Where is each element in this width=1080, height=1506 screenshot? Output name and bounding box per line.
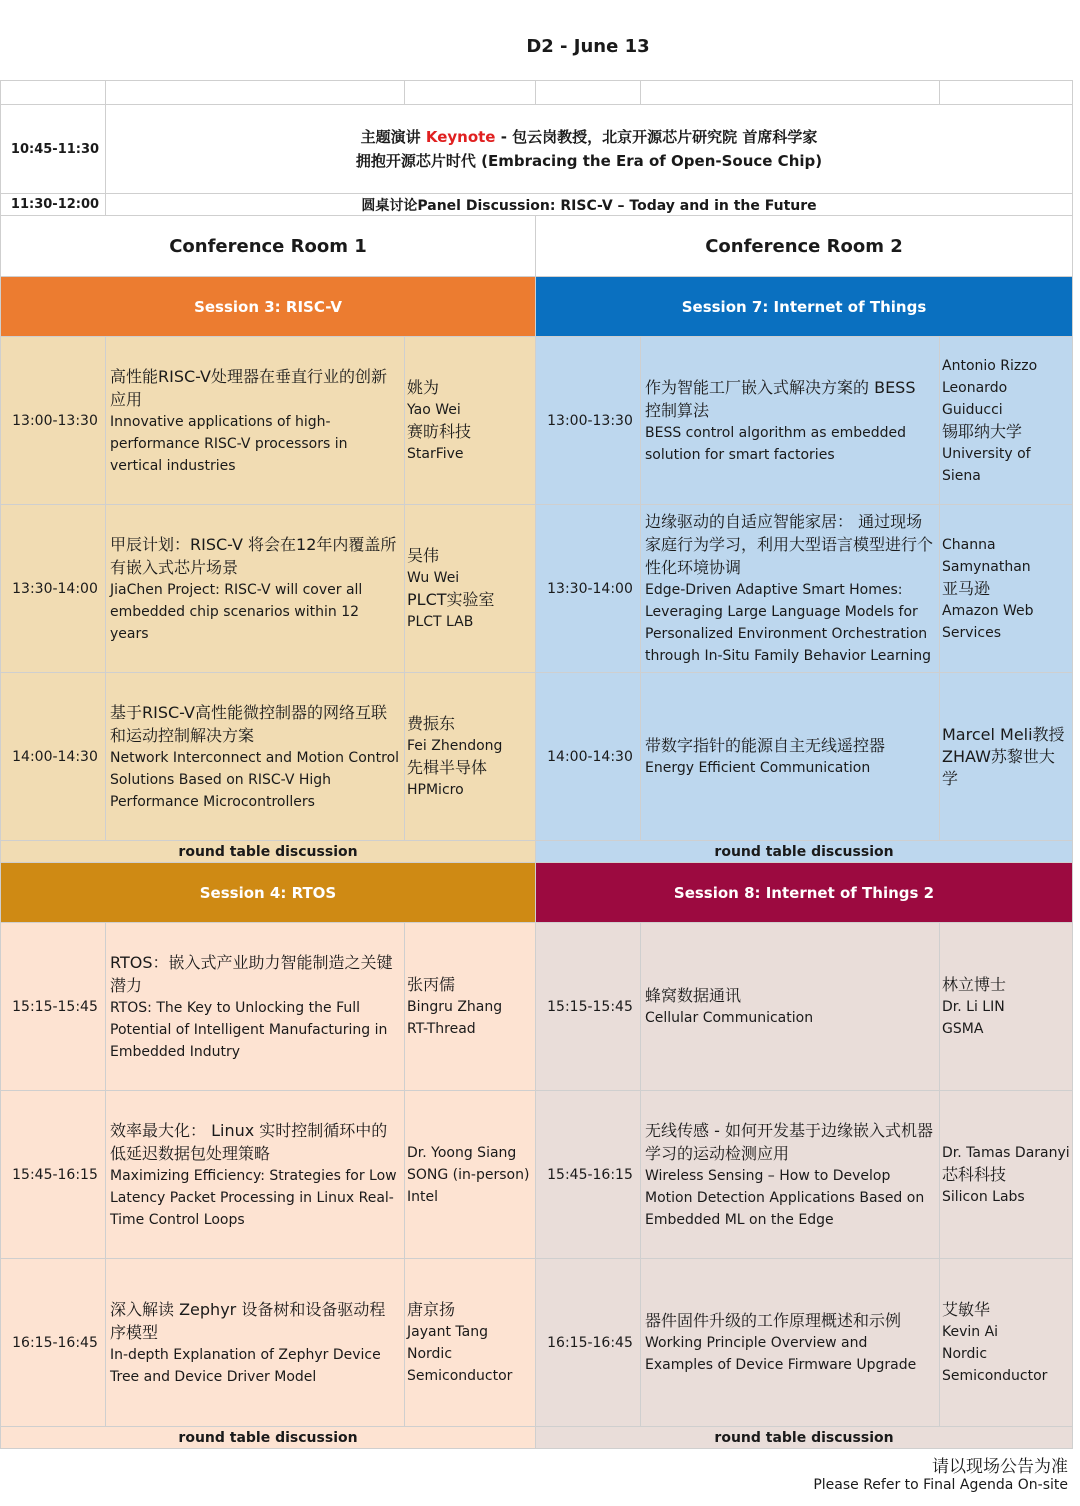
talk-title-zh: 带数字指针的能源自主无线遥控器 [645,736,886,755]
keynote-line1-post: - 包云岗教授，北京开源芯片研究院 首席科学家 [495,128,818,146]
round-table-label: round table discussion [536,1427,1073,1449]
round-table-label: round table discussion [1,841,536,863]
speaker-cell [405,923,536,1091]
talk-title [641,505,940,673]
talk-title-zh: 基于RISC-V高性能微控制器的网络互联和运动控制解决方案 [110,702,387,745]
day-title: D2 - June 13 [526,36,650,57]
talk-title-en: Cellular Communication [645,1010,814,1026]
talk-title-en: Network Interconnect and Motion Control Solutions Based on RISC-V High Performance Microcontrollers [110,749,400,810]
speaker-name-zh: 吴伟 [407,545,440,565]
speaker-org-en: PLCT LAB [407,613,474,630]
speaker-name-en: Fei Zhendong [407,737,503,754]
speaker-name-en: Antonio Rizzo Leonardo Guiducci [942,357,1038,418]
speaker-org-zh: 芯科科技 [942,1164,1007,1184]
talk-title-en: RTOS: The Key to Unlocking the Full Potential of Intelligent Manufacturing in Embedded Indutry [110,999,388,1060]
speaker-cell [405,673,536,841]
talk-title-zh: 高性能RISC-V处理器在垂直行业的创新应用 [110,366,387,409]
talk-title [641,673,940,841]
talk-title-zh: 边缘驱动的自适应智能家居： 通过现场家庭行为学习，利用大型语言模型进行个性化环境协调 [645,512,934,577]
session-header-row-1 [1,277,1073,337]
talk-title-zh: 作为智能工厂嵌入式解决方案的 BESS 控制算法 [645,377,916,420]
talk-title-zh: 蜂窝数据通讯 [645,986,742,1005]
keynote-line2: 拥抱开源芯片时代 (Embracing the Era of Open-Souce Chip) [355,152,823,170]
keynote-cell [106,105,1073,194]
speaker-name-zh: 费振东 [407,713,456,733]
talk-time: 16:15-16:45 [1,1259,106,1427]
talk-time: 14:00-14:30 [536,673,641,841]
talk-title [106,1091,405,1259]
session3-header: Session 3: RISC-V [1,277,536,337]
talk-title [641,1259,940,1427]
speaker-org-zh: 亚马逊 [942,578,991,598]
talk-row [1,505,1073,673]
talk-row [1,337,1073,505]
speaker-org-en: Intel [407,1188,438,1205]
speaker-line2: ZHAW苏黎世大学 [942,746,1055,788]
round-table-label: round table discussion [1,1427,536,1449]
speaker-org-zh: 锡耶纳大学 [942,421,1023,441]
talk-title-zh: 甲辰计划：RISC-V 将会在12年内覆盖所有嵌入式芯片场景 [110,534,397,577]
empty-header-row [1,81,1073,105]
talk-row [1,673,1073,841]
talk-title-zh: 深入解读 Zephyr 设备树和设备驱动程序模型 [110,1299,386,1342]
speaker-name-en: Dr. Tamas Daranyi [942,1144,1070,1161]
speaker-name-zh: 姚为 [407,377,440,397]
speaker-name-en: Jayant Tang [407,1323,488,1340]
talk-title-zh: 器件固件升级的工作原理概述和示例 [645,1311,902,1330]
speaker-org-en: Amazon Web Services [942,602,1034,641]
room2-title: Conference Room 2 [536,216,1073,277]
round-table-row [1,841,1073,863]
panel-row [1,194,1073,216]
talk-title-zh: 无线传感 - 如何开发基于边缘嵌入式机器学习的运动检测应用 [645,1120,933,1163]
speaker-org-en: Nordic Semiconductor [407,1345,513,1384]
speaker-org-zh: PLCT实验室 [407,589,495,609]
session4-header: Session 4: RTOS [1,863,536,923]
talk-time: 15:15-15:45 [536,923,641,1091]
speaker-line1: Marcel Meli教授 [942,724,1065,744]
talk-title [106,337,405,505]
talk-time: 16:15-16:45 [536,1259,641,1427]
speaker-name-en: Kevin Ai [942,1323,999,1340]
talk-title-en: JiaChen Project: RISC-V will cover all embedded chip scenarios within 12 years [110,581,363,642]
speaker-cell [940,673,1073,841]
agenda-table [0,80,1072,1449]
talk-row [1,923,1073,1091]
speaker-cell [405,337,536,505]
talk-title-en: Maximizing Efficiency: Strategies for Low Latency Packet Processing in Linux Real-Time Control Loops [110,1167,397,1228]
talk-title-en: BESS control algorithm as embedded solution for smart factories [645,424,907,463]
speaker-cell [940,923,1073,1091]
talk-time: 14:00-14:30 [1,673,106,841]
room1-title: Conference Room 1 [1,216,536,277]
talk-title [106,505,405,673]
speaker-cell [405,1091,536,1259]
session7-header: Session 7: Internet of Things [536,277,1073,337]
speaker-org-en: GSMA [942,1020,984,1037]
keynote-line1-pre: 主题演讲 [360,128,426,146]
talk-title [641,923,940,1091]
speaker-cell [405,505,536,673]
speaker-org-en: Nordic Semiconductor [942,1345,1048,1384]
talk-row [1,1091,1073,1259]
panel-time: 11:30-12:00 [1,194,106,216]
session8-header: Session 8: Internet of Things 2 [536,863,1073,923]
speaker-name-en: Channa Samynathan [942,536,1031,575]
talk-title-en: In-depth Explanation of Zephyr Device Tree and Device Driver Model [110,1346,381,1385]
speaker-org-zh: 先楫半导体 [407,757,488,777]
keynote-time: 10:45-11:30 [1,105,106,194]
talk-title [106,1259,405,1427]
speaker-name-zh: 张丙儒 [407,974,456,994]
speaker-name-zh: 林立博士 [942,974,1007,994]
talk-title-en: Wireless Sensing – How to Develop Motion Detection Applications Based on Embedded ML on the Edge [645,1167,925,1228]
talk-title-zh: 效率最大化： Linux 实时控制循环中的低延迟数据包处理策略 [110,1120,388,1163]
session-header-row-2 [1,863,1073,923]
speaker-name-en: Dr. Li LIN [942,998,1005,1015]
speaker-org-en: RT-Thread [407,1020,476,1037]
speaker-org-en: StarFive [407,445,464,462]
speaker-name-zh: 艾敏华 [942,1299,991,1319]
talk-time: 15:45-16:15 [536,1091,641,1259]
speaker-org-zh: 赛昉科技 [407,421,472,441]
speaker-cell [940,505,1073,673]
speaker-cell [940,337,1073,505]
speaker-cell [405,1259,536,1427]
talk-title-en: Energy Efficient Communication [645,760,871,776]
footer-note-zh: 请以现场公告为准 [932,1457,1068,1477]
talk-title [641,1091,940,1259]
talk-title [106,673,405,841]
round-table-label: round table discussion [536,841,1073,863]
talk-title-en: Innovative applications of high-performance RISC-V processors in vertical industries [110,413,348,474]
talk-time: 15:45-16:15 [1,1091,106,1259]
footer-note-en: Please Refer to Final Agenda On-site [813,1477,1068,1493]
speaker-cell [940,1091,1073,1259]
speaker-org-en: University of Siena [942,445,1031,484]
talk-title-zh: RTOS：嵌入式产业助力智能制造之关键潜力 [110,952,393,995]
rooms-row [1,216,1073,277]
talk-title [641,337,940,505]
keynote-row [1,105,1073,194]
talk-title [106,923,405,1091]
talk-time: 13:30-14:00 [536,505,641,673]
talk-title-en: Edge-Driven Adaptive Smart Homes: Leveraging Large Language Models for Personalized Environment Orchestration through In-Situ Family Behavior Learning [645,582,931,664]
speaker-name-en: Dr. Yoong Siang SONG (in-person) [407,1144,530,1183]
speaker-cell [940,1259,1073,1427]
speaker-name-zh: 唐京扬 [407,1299,456,1319]
speaker-name-en: Wu Wei [407,569,460,586]
keynote-keyword: Keynote [425,128,496,146]
talk-title-en: Working Principle Overview and Examples of Device Firmware Upgrade [645,1335,917,1373]
talk-time: 13:30-14:00 [1,505,106,673]
speaker-org-en: Silicon Labs [942,1188,1025,1205]
panel-text: 圆桌讨论Panel Discussion: RISC-V – Today and in the Future [106,194,1073,216]
speaker-org-en: HPMicro [407,781,464,798]
talk-time: 13:00-13:30 [1,337,106,505]
speaker-name-en: Bingru Zhang [407,998,503,1015]
talk-time: 13:00-13:30 [536,337,641,505]
round-table-row [1,1427,1073,1449]
talk-time: 15:15-15:45 [1,923,106,1091]
speaker-name-en: Yao Wei [407,401,461,418]
talk-row [1,1259,1073,1427]
